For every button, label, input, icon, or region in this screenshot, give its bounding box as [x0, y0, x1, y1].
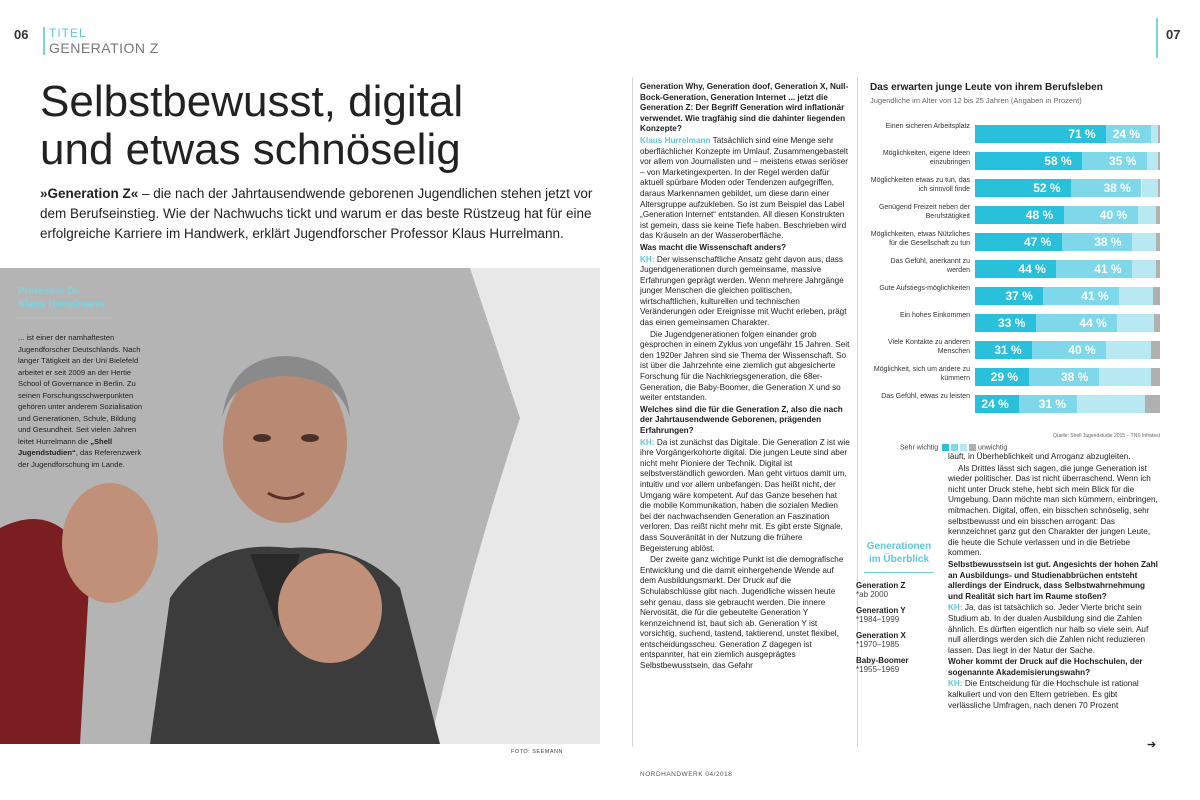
chart-category-label: Möglichkeiten, eigene Ideen einzubringen — [882, 150, 970, 166]
speaker-tag: Klaus Hurrelmann — [640, 135, 711, 145]
chart-bar-segment — [1156, 233, 1160, 251]
bio-divider — [18, 317, 113, 318]
generations-sidebox — [856, 540, 942, 681]
generation-range: *ab 2000 — [856, 590, 889, 599]
sidebox-title-line-2: im Überblick — [868, 554, 930, 565]
chart-category-label: Das Gefühl, anerkannt zu werden — [890, 258, 970, 274]
chart-bar-group — [975, 125, 1160, 143]
chart-bar-group — [975, 206, 1160, 224]
chart-data-label: 33 % — [998, 316, 1026, 330]
chart-bar-segment — [1132, 260, 1156, 278]
generation-item — [856, 631, 942, 649]
chart-subtitle: Jugendliche im Alter von 12 bis 25 Jahren (Angaben in Prozent) — [870, 96, 1082, 105]
speaker-tag: KH: — [948, 679, 963, 689]
speaker-tag: KH: — [640, 254, 655, 264]
chart-legend — [900, 444, 1007, 451]
chart-bar-segment — [1132, 233, 1156, 251]
chart-bar-segment — [1106, 341, 1150, 359]
chart-bar-segment — [1145, 395, 1160, 413]
legend-swatch-3 — [960, 444, 967, 451]
chart-row — [870, 257, 1160, 280]
chart-category-label: Möglichkeiten, etwas Nützliches für die Gesellschaft zu tun — [870, 231, 970, 247]
page-accent-bar — [1156, 18, 1158, 58]
answer-1 — [640, 136, 850, 242]
chart-row — [870, 149, 1160, 172]
chart-category-label: Einen sicheren Arbeitsplatz — [885, 123, 970, 130]
chart-category-label: Möglichkeit, sich um andere zu kümmern — [873, 366, 970, 382]
speaker-tag: KH: — [640, 437, 655, 447]
chart-data-label: 35 % — [1109, 154, 1137, 168]
generation-item — [856, 606, 942, 624]
chart-row — [870, 311, 1160, 334]
question-2: Was macht die Wissenschaft anders? — [640, 242, 787, 252]
chart-source: Quelle: Shell Jugendstudie 2015 – TNS Infratest — [1053, 433, 1160, 439]
chart-bar-segment — [1138, 206, 1157, 224]
chart-data-label: 48 % — [1025, 208, 1054, 222]
question-4: Selbstbewusstsein ist gut. Angesichts der hohen Zahl an Ausbildungs- und Studienabbrüchen entsteht allerdings der Eindruck, dass Selbstwahrnehmung und Realität sich hart im Raume stoßen? — [948, 559, 1158, 601]
chart-bar-segment — [1153, 287, 1160, 305]
paragraph-continued: läuft, in Überheblichkeit und Arroganz abzugleiten. — [948, 452, 1131, 461]
bio-name-line-1: Professor Dr. — [18, 286, 81, 297]
paragraph-third-point: Als Drittes lässt sich sagen, die junge Generation ist wieder politischer. Das ist nicht überraschend. Wenn ich nicht unter Druck stehe, hebt sich mein Blick für die Umgebung. Dann möchte man sich kümmern, einbringen, mitmachen. Digital, offen, ein bisschen schnöselig, sehr selbstbewusst und ein bisschen arrogant: Das kennzeichnet ganz gut den Charakter der jungen Leute, die heute die Schule verlassen und in die Betriebe kommen. — [948, 463, 1158, 558]
page-number-right: 07 — [1166, 27, 1181, 42]
chart-bar-group — [975, 341, 1160, 359]
chart-bar-group — [975, 152, 1160, 170]
chart-data-label: 24 % — [981, 397, 1009, 411]
chart-category-label: Möglichkeiten etwas zu tun, das ich sinnvoll finde — [870, 177, 970, 193]
chart-bar-group — [975, 395, 1160, 413]
chart-category-label: Das Gefühl, etwas zu leisten — [881, 393, 970, 400]
section-label: TITEL — [49, 26, 87, 40]
generation-range: *1984–1999 — [856, 615, 900, 624]
chart-data-label: 40 % — [1068, 343, 1096, 357]
chart-data-label: 40 % — [1099, 208, 1128, 222]
chart-row — [870, 203, 1160, 226]
legend-swatch-2 — [951, 444, 958, 451]
chart-bar-segment — [1117, 314, 1154, 332]
legend-swatch-4 — [969, 444, 976, 451]
chart-data-label: 38 % — [1060, 370, 1089, 384]
chart-data-label: 52 % — [1033, 181, 1061, 195]
generation-name: Generation Z — [856, 581, 906, 590]
photo-credit: FOTO: SEEMANN — [511, 749, 563, 755]
bio-text-part-1: ... ist einer der namhaftesten Jugendforscher Deutschlands. Nach langer Tätigkeit an der Uni Bielefeld arbeitet er seit 2009 an der Hertie School of Governance in Berlin. Zu seinen Forschungsschwerpunkten gehören unter anderem Sozialisation und Generationen, Schule, Bildung und Gesundheit. Seit vielen Jahren leitet Hurrelmann die — [18, 333, 143, 446]
headline — [40, 78, 600, 174]
chart-bar-segment — [1147, 152, 1158, 170]
answer-3-continued: Der zweite ganz wichtige Punkt ist die demografische Entwicklung und die damit einhergehende Wende auf dem Ausbildungsmarkt. Der Druck auf die Schulabschlüsse gibt nach. Jugendliche wissen heute sehr genau, dass sie gebraucht werden. Die innere Nervosität, die für die gebeutelte Generation Y kennzeichnend ist, baut sich ab. Generation Y ist vorsichtig, suchend, tastend, taktierend, unstet flexibel, entscheidungsscheu. Generation Z dagegen ist entspannter, hat ein ziemlich ausgeprägtes Selbstbewusstsein, das Gefahr — [640, 555, 844, 671]
bio-text-part-2: , das Referenzwerk der Jugendforschung im Lande. — [18, 448, 142, 469]
answer-4 — [948, 603, 1158, 656]
chart-data-label: 58 % — [1044, 154, 1072, 168]
answer-3-text: Da ist zunächst das Digitale. Die Generation Z ist wie ihre Vorgängerkohorte digital. Die jungen Leute sind aber nicht mehr Pioniere der Technik. Digital ist selbstverständlich geworden. Man geht virtuos damit um, intuitiv und vor allem unbefangen. Das heißt nicht, der Umgang wäre kompetent. Auf das Ganze besehen hat die mobile Kommunikation, haben die sozialen Medien bei der nachwachsenden Generation an Faszination verloren. Das reißt nicht mehr mit. Es gibt erste Signale, dass Souveränität in der Nutzung die frühere Begeisterung ablöst. — [640, 437, 850, 553]
chart-row — [870, 392, 1160, 415]
answer-5-text: Die Entscheidung für die Hochschule ist rational kalkuliert und von den Eltern getrieben. Es gibt verlässliche Umfragen, nach denen 70 Prozent — [948, 679, 1139, 710]
generation-range: *1970–1985 — [856, 640, 900, 649]
page-number-left: 06 — [14, 27, 29, 42]
chart-bar-group — [975, 368, 1160, 386]
bio-box — [18, 285, 143, 485]
chart-row — [870, 230, 1160, 253]
chart-data-label: 44 % — [1079, 316, 1107, 330]
answer-4-text: Ja, das ist tatsächlich so. Jeder Vierte bricht sein Studium ab. In der dualen Ausbildung sind die Zahlen ähnlich. Es dürften eigentlich nur halb so viele sein. Auf null allerdings werden sich die Zahlen nicht reduzieren lassen. Das liegt in der Natur der Sache. — [948, 603, 1149, 655]
chart-data-label: 71 % — [1068, 127, 1096, 141]
chart-bar-segment — [1077, 395, 1145, 413]
answer-2 — [640, 255, 850, 329]
chart-data-label: 31 % — [994, 343, 1022, 357]
chart-data-label: 37 % — [1005, 289, 1033, 303]
chart-category-label: Ein hohes Einkommen — [899, 312, 970, 319]
chart-bar-segment — [1142, 179, 1159, 197]
chart-bar-group — [975, 179, 1160, 197]
column-divider-left — [632, 77, 633, 747]
chart-bar-segment — [1156, 206, 1160, 224]
generation-name: Generation X — [856, 631, 906, 640]
chart-data-label: 38 % — [1103, 181, 1131, 195]
answer-2-text: Der wissenschaftliche Ansatz geht davon aus, dass Jugendgenerationen durch gemeinsame, massive Erfahrungen geprägt werden. Wenn mehrere Jahrgänge junger Menschen die gleichen politischen, wirtschaftlichen, kulturellen und technischen Veränderungen oder Ereignisse mit Wucht erleben, prägt das einen gemeinsamen Charakter. — [640, 254, 847, 328]
chart-row — [870, 176, 1160, 199]
bio-text-bold: „Shell Jugendstudien“ — [18, 436, 113, 457]
generation-item — [856, 581, 942, 599]
chart-bar-segment — [1151, 341, 1160, 359]
chart-data-label: 29 % — [990, 370, 1018, 384]
chart-data-label: 38 % — [1094, 235, 1122, 249]
generation-item — [856, 656, 942, 674]
answer-3 — [640, 438, 850, 555]
lead-text: – die nach der Jahrtausendwende geborenen Jugendlichen stehen jetzt vor dem Berufseinstieg. Wie der Nachwuchs tickt und warum er das beste Rüstzeug hat für eine erfolgreiche Karriere im Handwerk, erklärt Jugendforscher Professor Klaus Hurrelmann. — [40, 186, 593, 241]
generation-range: *1955–1969 — [856, 665, 900, 674]
sidebox-title-line-1: Generationen — [866, 541, 932, 552]
headline-line-2: und etwas schnöselig — [40, 125, 461, 174]
question-3: Welches sind die für die Generation Z, also die nach der Jahrtausendwende Geborenen, prägenden Erfahrungen? — [640, 404, 843, 435]
section-accent-bar — [43, 27, 45, 55]
chart-row — [870, 122, 1160, 145]
chart-category-label: Gute Aufstiegs-möglichkeiten — [879, 285, 970, 292]
chart-bar-segment — [1119, 287, 1152, 305]
chart-category-label: Viele Kontakte zu anderen Menschen — [888, 339, 970, 355]
bio-name-line-2: Klaus Hurrelmann — [18, 299, 105, 310]
chart-data-label: 44 % — [1018, 262, 1046, 276]
generation-list — [856, 581, 942, 674]
answer-5 — [948, 679, 1158, 711]
chart-bar-segment — [1151, 125, 1158, 143]
bio-text — [18, 332, 143, 470]
chart-bar-segment — [1158, 152, 1160, 170]
chart-bar-group — [975, 233, 1160, 251]
chart-bar-segment — [1156, 260, 1160, 278]
chart-category-label: Genügend Freizeit neben der Berufstätigkeit — [878, 204, 970, 220]
legend-label-left: Sehr wichtig — [900, 444, 939, 452]
magazine-footer: NORDHANDWERK 04/2018 — [640, 771, 733, 778]
chart-data-label: 41 % — [1081, 289, 1109, 303]
chart-bar-segment — [1158, 179, 1160, 197]
legend-label-right: unwichtig — [978, 444, 1008, 452]
generation-name: Baby-Boomer — [856, 656, 909, 665]
chart-row — [870, 365, 1160, 388]
generation-name: Generation Y — [856, 606, 906, 615]
chart-data-label: 47 % — [1023, 235, 1052, 249]
subsection-label: GENERATION Z — [49, 40, 159, 56]
lead-bold: »Generation Z« — [40, 186, 139, 201]
question-1: Generation Why, Generation doof, Generation X, Null-Bock-Generation, Generation Internet ... jetzt die Generation Z: Der Begriff Generation wird inflationär verwendet. Wie tragfähig sind die dahinter liegenden Konzepte? — [640, 82, 849, 134]
lead-paragraph — [40, 184, 600, 244]
headline-line-1: Selbstbewusst, digital — [40, 77, 464, 126]
chart-bar-segment — [1154, 314, 1160, 332]
continue-arrow-icon: ➔ — [1147, 739, 1157, 751]
chart-bar-segment — [1151, 368, 1160, 386]
chart-bar-group — [975, 314, 1160, 332]
answer-1-text: Tatsächlich sind eine Menge sehr oberflächlicher Konzepte im Umlauf. Zusammengebastelt vor allem von Journalisten und – meistens etwas seriöser – von Marketingexperten. In der Regel werden dafür aktuell spürbare Moden oder Tendenzen aufgegriffen, daraus Markennamen gebildet, um diese dann einer Altersgruppe aufzukleben. So ist zum Beispiel das Label „Generation Internet“ entstanden. All diesen Konstrukten ist gemein, dass sie keine Tiefe haben. Beschrieben wird das Kräuseln an der Wasseroberfläche. — [640, 135, 848, 241]
interview-column-1 — [640, 82, 850, 673]
chart-data-label: 41 % — [1094, 262, 1122, 276]
sidebox-divider — [864, 572, 934, 573]
chart-data-label: 24 % — [1112, 127, 1141, 141]
speaker-tag: KH: — [948, 603, 963, 613]
interview-column-2 — [948, 452, 1158, 712]
chart-row — [870, 284, 1160, 307]
chart-bar-segment — [1099, 368, 1151, 386]
question-5: Woher kommt der Druck auf die Hochschulen, der sogenannte Akademisierungswahn? — [948, 657, 1143, 677]
chart-data-label: 31 % — [1038, 397, 1067, 411]
answer-2-continued: Die Jugendgenerationen folgen einander grob gesprochen in einem Zyklus von ungefähr 15 Jahren. Seit den 1920er Jahren sind sie Thema der Wissenschaft. So ist über die Jahrzehnte eine ziemlich gut abgesicherte Forschung für die Nachkriegsgeneration, die 68er-Generation, die Baby-Boomer, die Generation X und so weiter entstanden. — [640, 329, 850, 403]
chart-bar-group — [975, 260, 1160, 278]
chart-row — [870, 338, 1160, 361]
chart-title: Das erwarten junge Leute von ihrem Berufsleben — [870, 82, 1103, 93]
legend-swatch-1 — [942, 444, 949, 451]
career-expectations-chart — [870, 82, 1160, 454]
chart-bar-segment — [1158, 125, 1160, 143]
chart-bar-group — [975, 287, 1160, 305]
